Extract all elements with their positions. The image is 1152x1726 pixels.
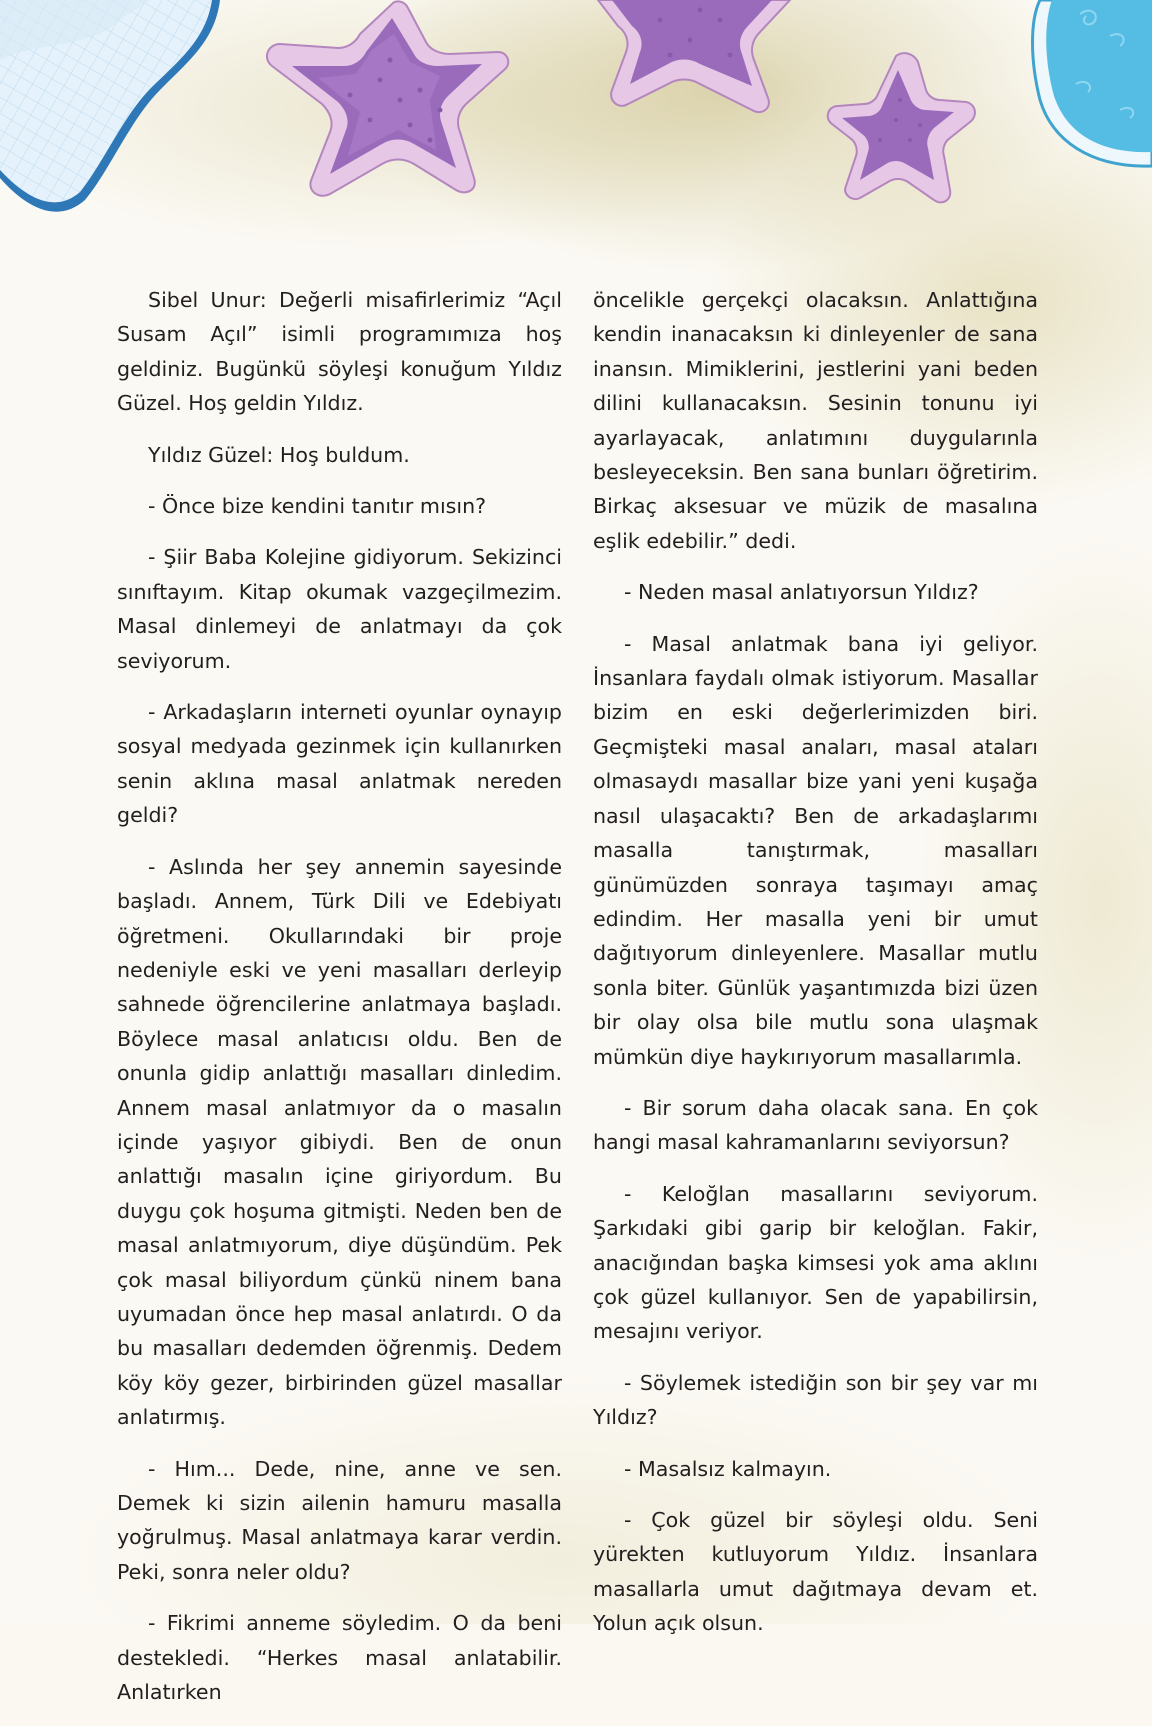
starfish-large-icon [267,1,508,195]
paragraph: - Masalsız kalmayın. [593,1452,1038,1486]
paragraph: öncelikle gerçekçi olacaksın. Anlattığına kendin inanacaksın ki dinleyenler de sana inansın. Mimiklerini, jestlerini yani beden dilini kullanacaksın. Sesinin tonunu iyi ayarlayacak, anlatımını duygularınla besleyeceksin. Ben sana bunları öğretirim. Birkaç aksesuar ve müzik de masalına eşlik edebilir.” dedi. [593,283,1038,558]
paragraph: - Aslında her şey annemin sayesinde başladı. Annem, Türk Dili ve Edebiyatı öğretmeni. Okullarındaki bir proje nedeniyle eski ve yeni masalları derleyip sahnede öğrencilerine anlatmaya başladı. Böylece masal anlatıcısı oldu. Ben de onunla gidip anlattığı masalları dinledim. Annem masal anlatmıyor da o masalın içinde yaşıyor gibiydi. Ben de onun anlattığı masalın içine giriyordum. Bu duygu çok hoşuma gitmişti. Neden ben de masal anlatmıyorum, diye düşündüm. Pek çok masal biliyordum çünkü ninem bana uyumadan önce hep masal anlatırdı. O da bu masalları dedemden öğrenmiş. Dedem köy köy gezer, birbirinden güzel masallar anlatırmış. [117,850,562,1435]
starfish-small-icon [828,53,975,202]
paragraph: - Söylemek istediğin son bir şey var mı Yıldız? [593,1366,1038,1435]
paragraph: - Masal anlatmak bana iyi geliyor. İnsanlara faydalı olmak istiyorum. Masallar bizim en eski değerlerimizden biri. Geçmişteki masal anaları, masal ataları olmasaydı masallar bize yani yeni kuşağa nasıl ulaşacaktı? Ben de arkadaşlarımı masalla tanıştırmak, masalları günümüzden sonraya taşımayı amaç edindim. Her masalla yeni bir umut dağıtıyorum dinleyenlere. Masallar mutlu sonla biter. Günlük yaşantımızda bizi üzen bir olay olsa bile mutlu sona ulaşmak mümkün diye haykırıyorum masallarımla. [593,627,1038,1074]
right-column [593,283,1038,1658]
paragraph: - Bir sorum daha olacak sana. En çok hangi masal kahramanlarını seviyorsun? [593,1091,1038,1160]
paragraph: - Hım... Dede, nine, anne ve sen. Demek ki sizin ailenin hamuru masalla yoğrulmuş. Masal anlatmaya karar verdin. Peki, sonra neler oldu? [117,1452,562,1590]
paragraph: - Çok güzel bir söyleşi oldu. Seni yürekten kutluyorum Yıldız. İnsanlara masallarla umut dağıtmaya devam et. Yolun açık olsun. [593,1503,1038,1641]
blue-fabric-corner-icon [0,0,220,212]
paragraph: - Fikrimi anneme söyledim. O da beni destekledi. “Herkes masal anlatabilir. Anlatırken [117,1606,562,1709]
paragraph: - Şiir Baba Kolejine gidiyorum. Sekizinci sınıftayım. Kitap okumak vazgeçilmezim. Masal dinlemeyi de anlatmayı da çok seviyorum. [117,540,562,678]
paragraph: - Arkadaşların interneti oyunlar oynayıp sosyal medyada gezinmek için kullanırken senin aklına masal anlatmak nereden geldi? [117,695,562,833]
blue-pool-corner-icon [1033,0,1152,166]
paragraph: - Önce bize kendini tanıtır mısın? [117,489,562,523]
paragraph: Sibel Unur: Değerli misafirlerimiz “Açıl Susam Açıl” isimli programımıza hoş geldiniz. Bugünkü söyleşi konuğum Yıldız Güzel. Hoş geldin Yıldız. [117,283,562,421]
left-column [117,283,562,1726]
paragraph: - Keloğlan masallarını seviyorum. Şarkıdaki gibi garip bir keloğlan. Fakir, anacığından başka kimsesi yok ama aklını çok güzel kullanıyor. Sen de yapabilirsin, mesajını veriyor. [593,1177,1038,1349]
starfish-medium-icon [598,0,790,112]
header-decoration [0,0,1152,240]
paragraph: - Neden masal anlatıyorsun Yıldız? [593,575,1038,609]
paragraph: Yıldız Güzel: Hoş buldum. [117,438,562,472]
